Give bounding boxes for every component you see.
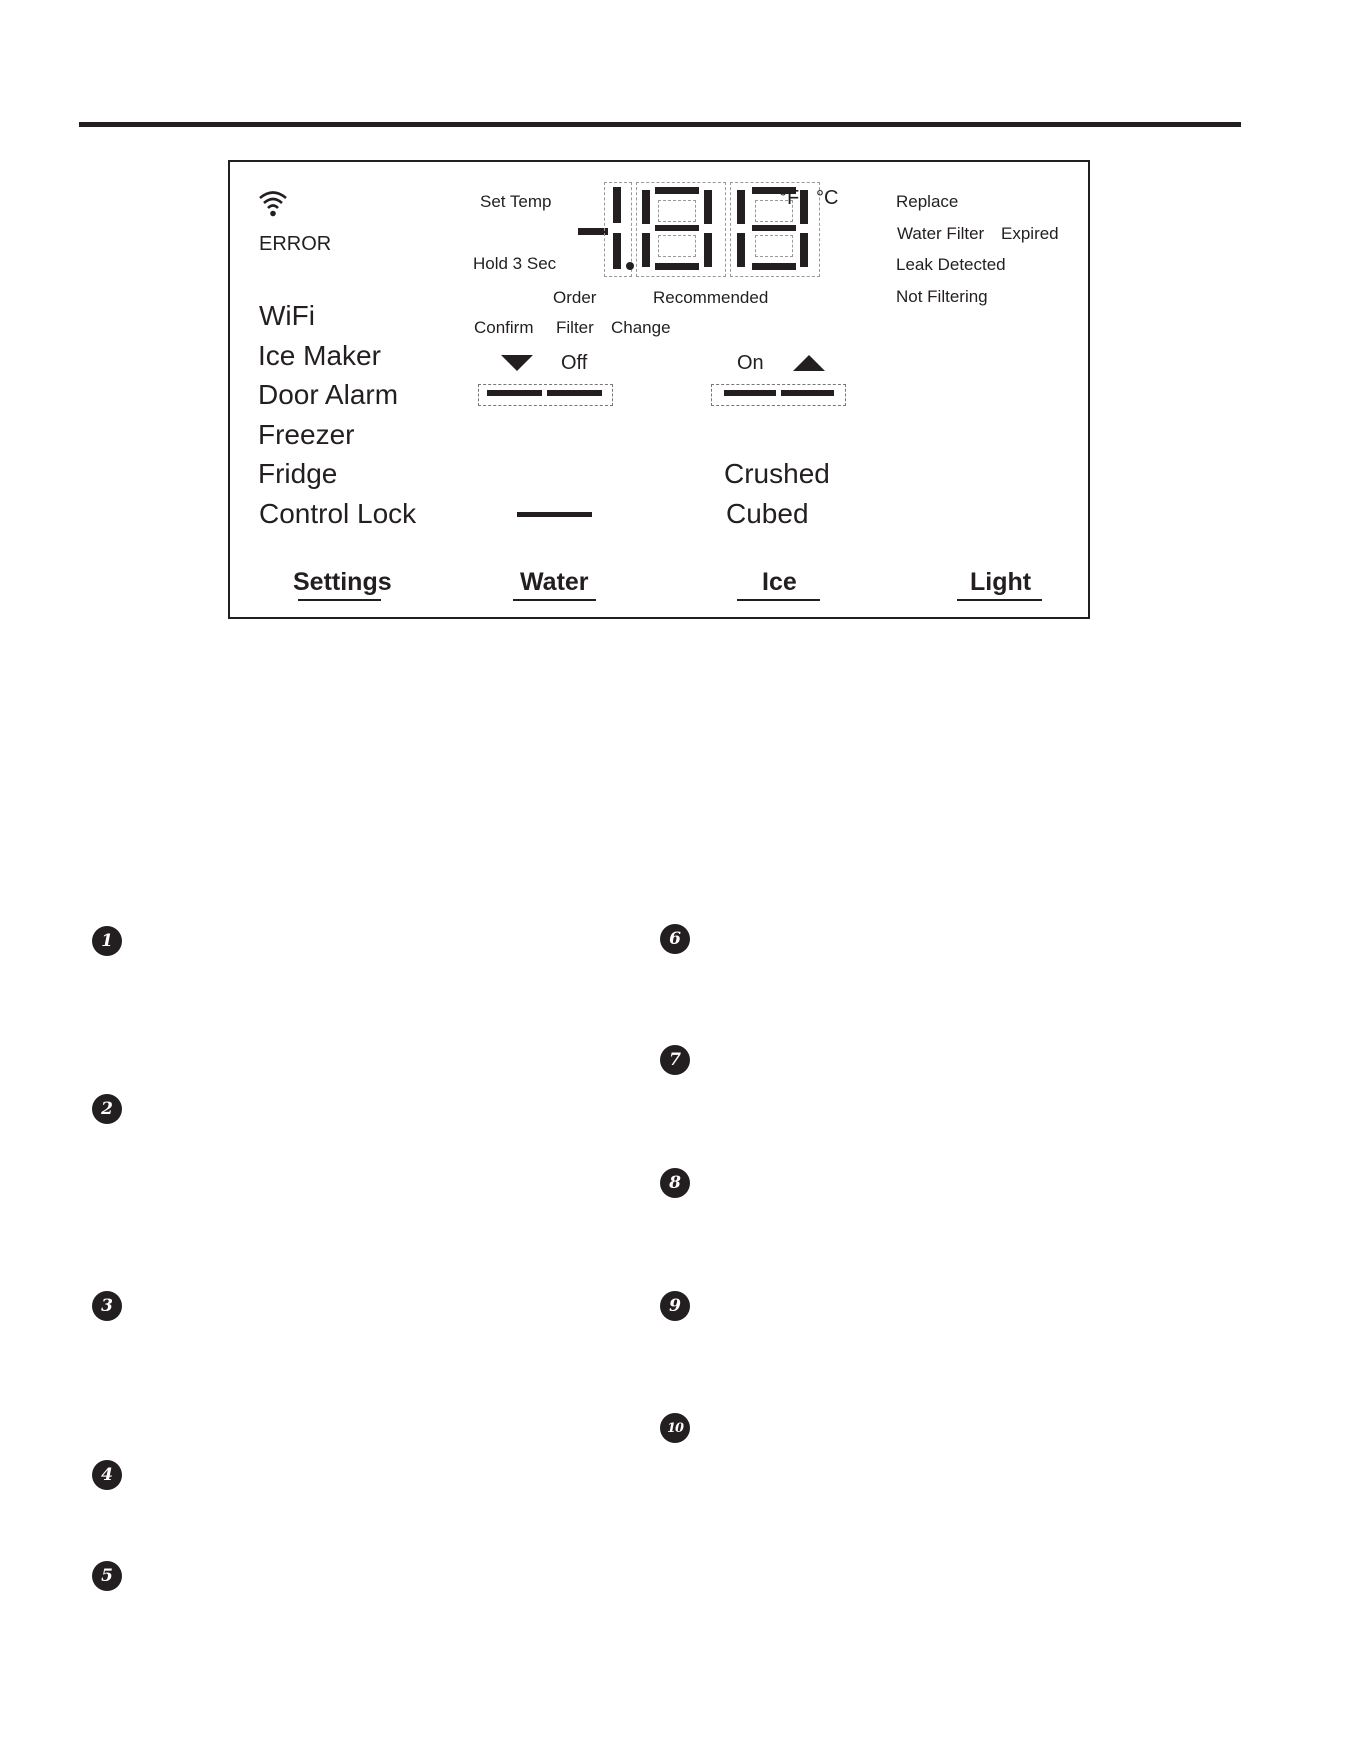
not-filtering-label: Not Filtering — [896, 287, 988, 306]
callout-3: 3 — [92, 1291, 122, 1321]
expired-label: Expired — [1001, 224, 1059, 243]
callout-2: 2 — [92, 1094, 122, 1124]
replace-label: Replace — [896, 192, 959, 211]
up-bar-right — [781, 390, 834, 396]
hold-label: Hold 3 Sec — [473, 254, 557, 273]
down-bar-left — [487, 390, 542, 396]
callout-10: 10 — [660, 1413, 690, 1443]
top-rule — [79, 122, 1241, 127]
leak-detected-label: Leak Detected — [896, 255, 1006, 274]
water-filter-label: Water Filter — [897, 224, 985, 243]
digit-1-lower — [613, 233, 621, 269]
water-button[interactable]: Water — [520, 568, 589, 596]
callout-5: 5 — [92, 1561, 122, 1591]
water-indicator-bar — [517, 512, 592, 517]
callout-9: 9 — [660, 1291, 690, 1321]
recommended-label: Recommended — [653, 288, 769, 307]
ice-underline — [737, 599, 820, 601]
digit-2-upper-left — [642, 190, 650, 224]
digit-2-lower-left — [642, 233, 650, 267]
triangle-down-icon — [501, 355, 533, 371]
unit-celsius: °C — [816, 187, 839, 209]
setting-wifi: WiFi — [259, 300, 315, 331]
light-underline — [957, 599, 1042, 601]
digit-3-inner-bottom — [755, 235, 793, 257]
setting-door-alarm: Door Alarm — [258, 379, 399, 410]
ice-button[interactable]: Ice — [762, 568, 797, 596]
digit-3-bottom — [752, 263, 796, 270]
decimal-point — [626, 262, 634, 270]
on-label: On — [737, 352, 764, 374]
set-temp-label: Set Temp — [480, 192, 552, 211]
light-button[interactable]: Light — [970, 568, 1032, 596]
filter-label: Filter — [556, 318, 594, 337]
digit-3-upper-left — [737, 190, 745, 224]
down-bar-right — [547, 390, 602, 396]
callout-7: 7 — [660, 1045, 690, 1075]
digit-3-lower-right — [800, 233, 808, 267]
setting-ice-maker: Ice Maker — [258, 340, 381, 371]
callout-8: 8 — [660, 1168, 690, 1198]
digit-2-bottom — [655, 263, 699, 270]
digit-3-middle — [752, 225, 796, 231]
setting-control-lock: Control Lock — [259, 498, 417, 529]
digit-2-lower-right — [704, 233, 712, 267]
wifi-icon — [258, 189, 288, 217]
digit-3-lower-left — [737, 233, 745, 267]
off-label: Off — [561, 352, 588, 374]
control-panel-diagram — [228, 160, 1090, 619]
settings-button[interactable]: Settings — [293, 568, 392, 596]
digit-3-upper-right — [800, 190, 808, 224]
confirm-label: Confirm — [474, 318, 534, 337]
unit-fahrenheit: °F — [779, 187, 800, 209]
ice-mode-cubed: Cubed — [726, 498, 809, 529]
order-label: Order — [553, 288, 597, 307]
error-label: ERROR — [259, 233, 332, 255]
digit-2-upper-right — [704, 190, 712, 224]
callout-4: 4 — [92, 1460, 122, 1490]
ice-mode-crushed: Crushed — [724, 458, 830, 489]
digit-2-inner-top — [658, 200, 696, 222]
callout-6: 6 — [660, 924, 690, 954]
digit-1-upper — [613, 187, 621, 223]
setting-fridge: Fridge — [258, 458, 338, 489]
digit-2-middle — [655, 225, 699, 231]
settings-underline — [298, 599, 381, 601]
setting-freezer: Freezer — [258, 419, 355, 450]
water-underline — [513, 599, 596, 601]
up-bar-left — [724, 390, 776, 396]
digit-2-inner-bottom — [658, 235, 696, 257]
change-label: Change — [611, 318, 671, 337]
callout-1: 1 — [92, 926, 122, 956]
digit-2-top — [655, 187, 699, 194]
triangle-up-icon — [793, 355, 825, 371]
